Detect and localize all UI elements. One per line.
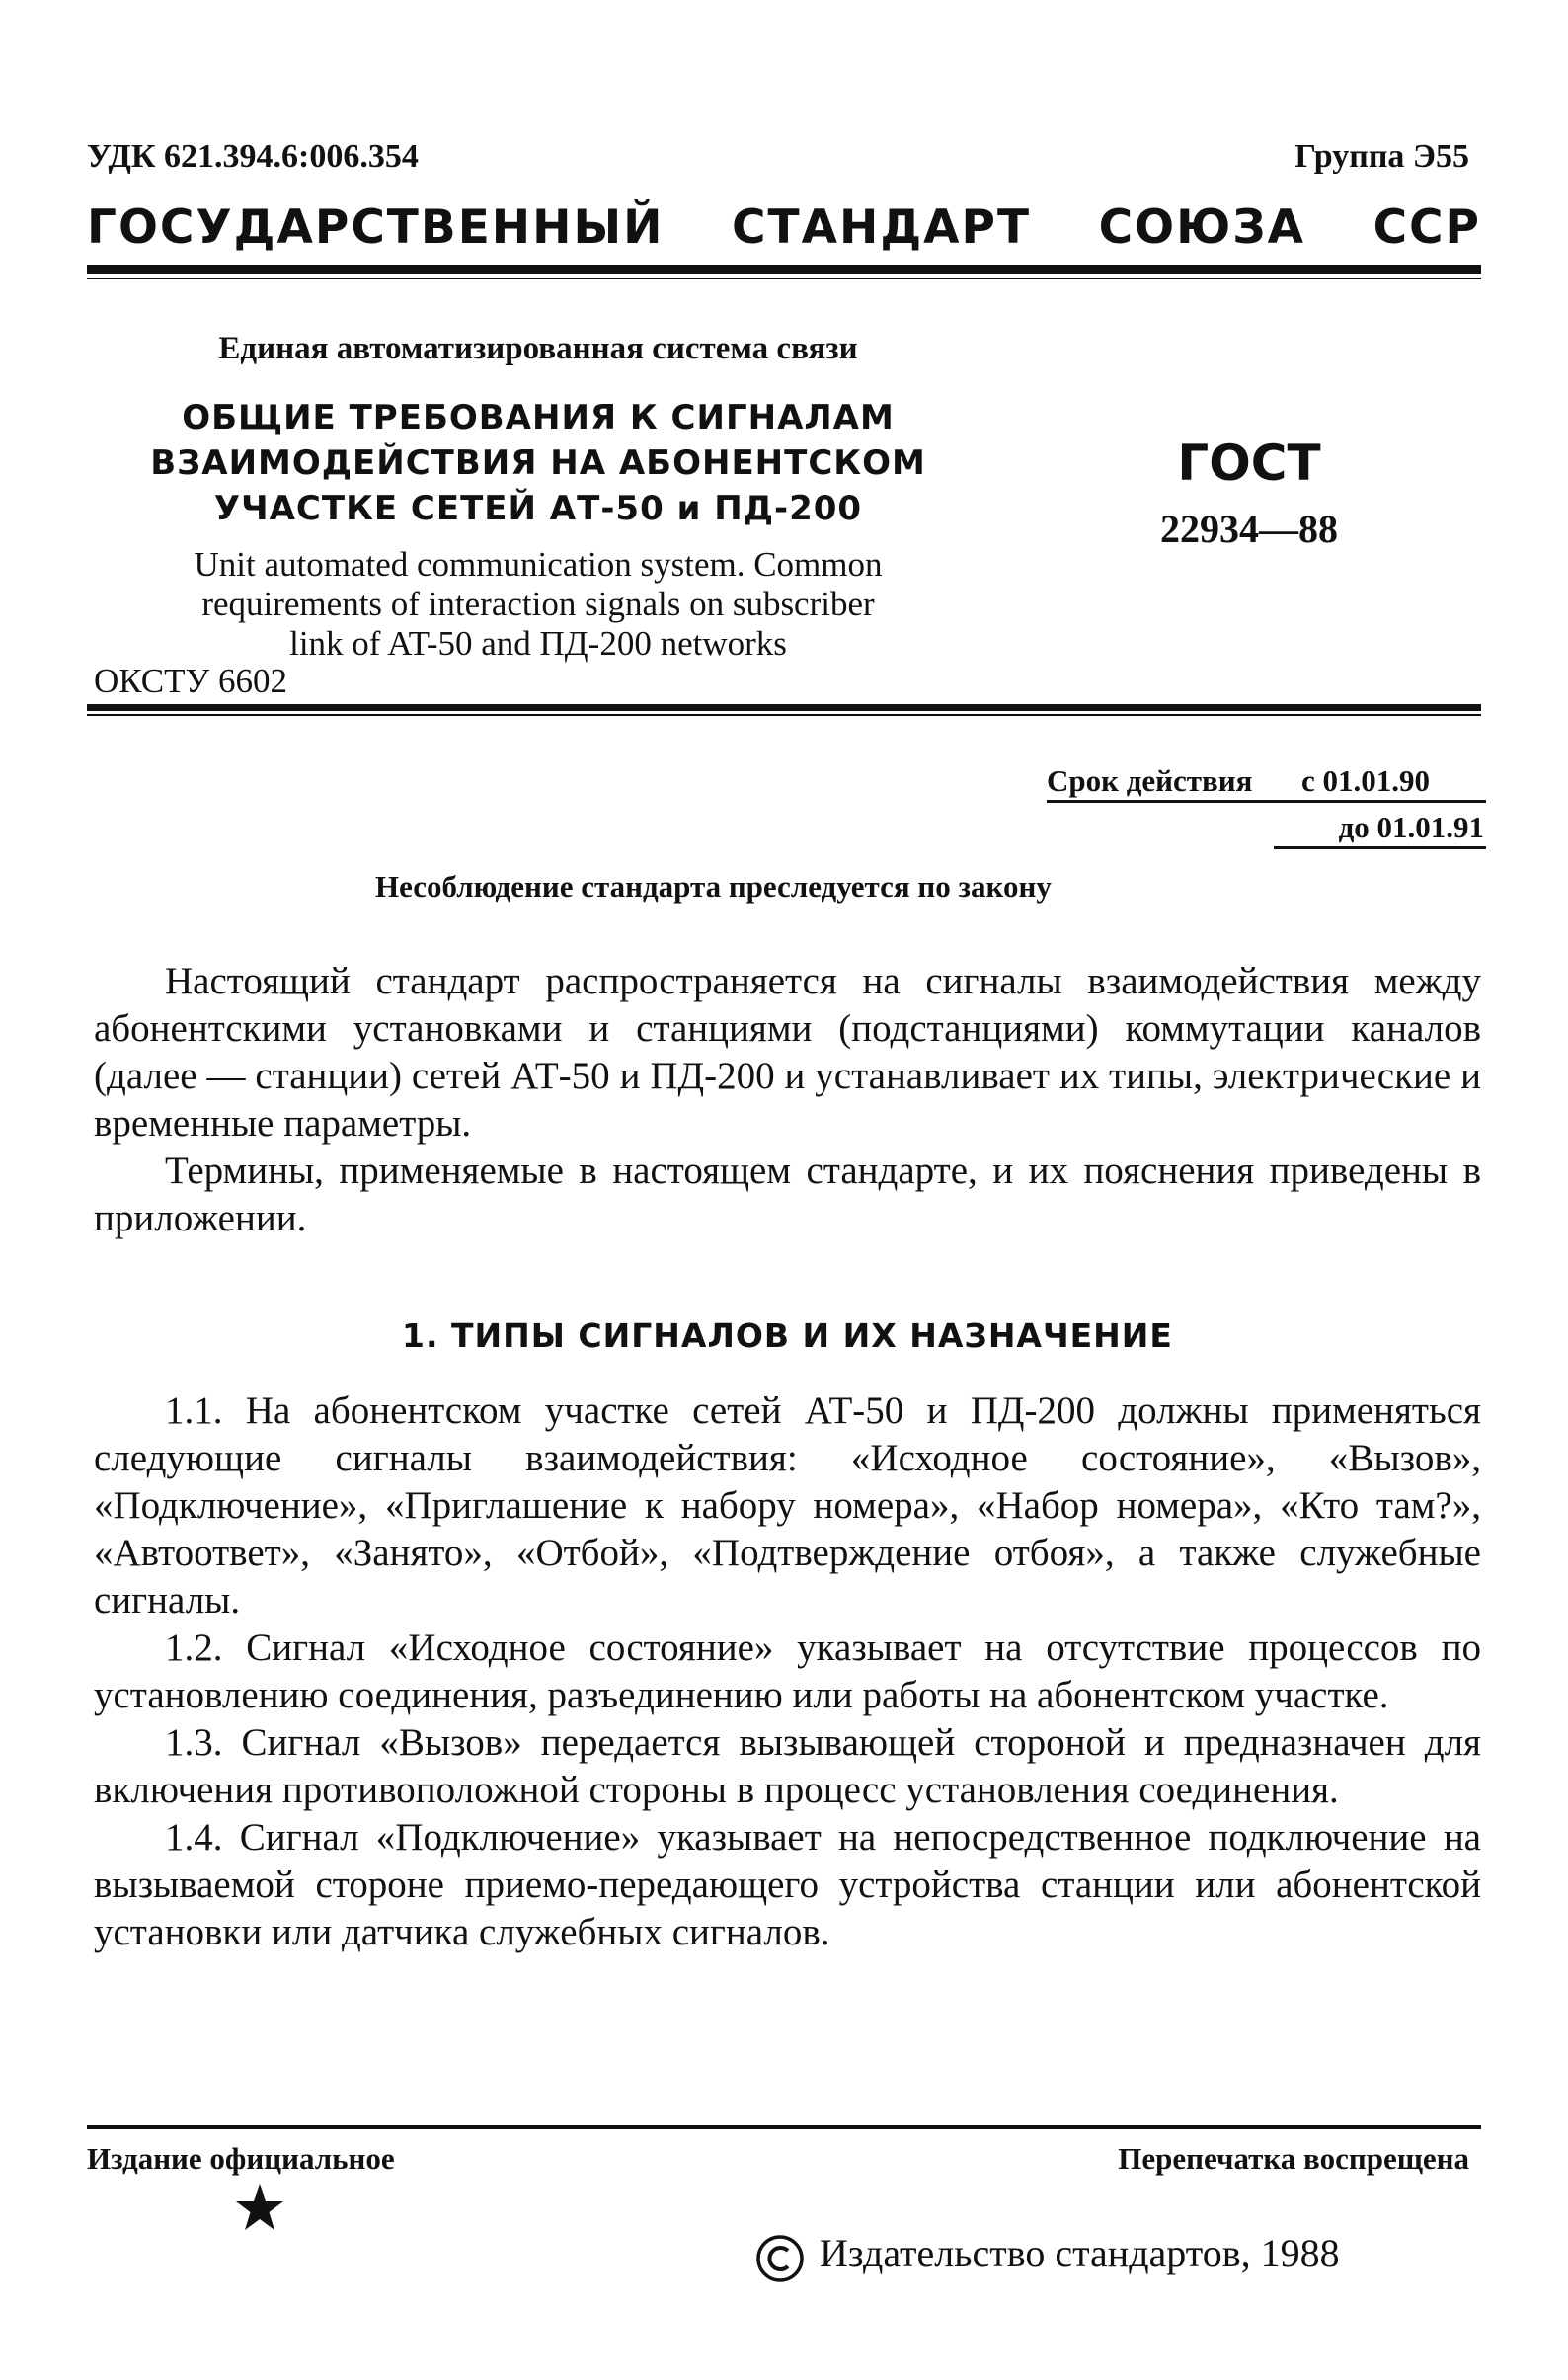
header-rule-thick [87, 265, 1481, 274]
publisher: Издательство стандартов, 1988 [820, 2231, 1340, 2275]
title-ru-line: УЧАСТКЕ СЕТЕЙ АТ-50 и ПД-200 [213, 489, 863, 528]
title-rule-thick [87, 704, 1481, 711]
section-heading: 1. ТИПЫ СИГНАЛОВ И ИХ НАЗНАЧЕНИЕ [402, 1316, 1173, 1355]
paragraph: 1.2. Сигнал «Исходное состояние» указывает на отсутствие процессов по установлению соединения, разъединению или работы на абонентском участке. [94, 1626, 1481, 1716]
title-ru-line: ВЗАИМОДЕЙСТВИЯ НА АБОНЕНТСКОМ [150, 443, 926, 483]
oksty-code: ОКСТУ 6602 [94, 662, 288, 700]
title-en-line: requirements of interaction signals on subscriber [201, 585, 875, 623]
copyright-icon [755, 2234, 805, 2283]
gost-number: 22934—88 [1160, 507, 1338, 551]
intro-text [94, 958, 1481, 1242]
state-standard-heading: ГОСУДАРСТВЕННЫЙ СТАНДАРТ СОЮЗА ССР [87, 200, 1481, 255]
paragraph: Настоящий стандарт распространяется на сигналы взаимодействия между абонентскими установками и станциями (подстанциями) коммутации каналов (далее — станции) сетей АТ-50 и ПД-200 и устанавливает их типы, электрические и временные параметры. [94, 960, 1481, 1145]
paragraph: 1.3. Сигнал «Вызов» передается вызывающей стороной и предназначен для включения противоположной стороны в процесс установления соединения. [94, 1721, 1481, 1811]
reprint-notice: Перепечатка воспрещена [1118, 2141, 1469, 2176]
validity-to: до 01.01.91 [1338, 810, 1484, 844]
document-title-ru [94, 395, 982, 531]
noncompliance-notice: Несоблюдение стандарта преследуется по закону [375, 869, 1052, 904]
section-body [94, 1388, 1481, 1956]
paragraph: 1.4. Сигнал «Подключение» указывает на непосредственное подключение на вызываемой стороне приемо-передающего устройства станции или абонентской установки или датчика служебных сигналов. [94, 1816, 1481, 1953]
document-title-en [94, 545, 982, 664]
validity-from: с 01.01.90 [1301, 763, 1431, 798]
system-name: Единая автоматизированная система связи [218, 331, 858, 366]
udk-code: УДК 621.394.6:006.354 [87, 138, 419, 175]
group-code: Группа Э55 [1294, 138, 1469, 175]
validity-to-underline [1274, 846, 1486, 849]
header-rule-thin [87, 278, 1481, 279]
paragraph: 1.1. На абонентском участке сетей АТ-50 и ПД-200 должны применяться следующие сигналы взаимодействия: «Исходное состояние», «Вызов», «Подключение», «Приглашение к набору номера», «Набор номера», «Кто там?», «Автоответ», «Занято», «Отбой», «Подтверждение отбоя», а также служебные сигналы. [94, 1389, 1481, 1622]
footer-rule [87, 2125, 1481, 2129]
validity-label: Срок действия [1047, 763, 1253, 798]
gost-label: ГОСТ [1177, 435, 1321, 492]
title-en-line: Unit automated communication system. Common [194, 545, 883, 584]
validity-underline [1047, 800, 1486, 803]
paragraph: Термины, применяемые в настоящем стандарте, и их пояснения приведены в приложении. [94, 1150, 1481, 1239]
edition-label: Издание официальное [87, 2141, 395, 2176]
title-ru-line: ОБЩИЕ ТРЕБОВАНИЯ К СИГНАЛАМ [182, 398, 895, 437]
title-en-line: link of AT-50 and ПД-200 networks [289, 624, 787, 663]
star-icon [235, 2182, 284, 2232]
title-rule-thin [87, 714, 1481, 716]
